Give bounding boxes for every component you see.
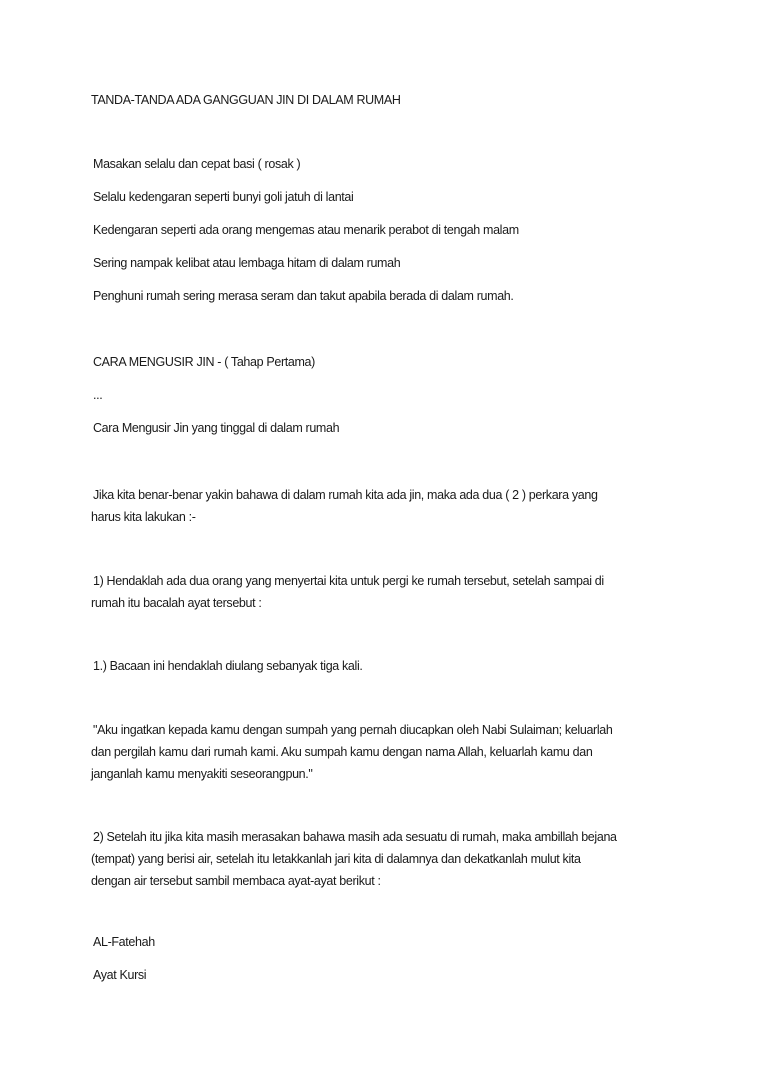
step1-line: 1) Hendaklah ada dua orang yang menyertai kita untuk pergi ke rumah tersebut, setelah sampai di — [93, 574, 604, 588]
sign-item: Penghuni rumah sering merasa seram dan takut apabila berada di dalam rumah. — [93, 289, 514, 303]
ellipsis-text: ... — [93, 388, 103, 402]
step2-paragraph — [91, 826, 691, 892]
sign-item: Kedengaran seperti ada orang mengemas atau menarik perabot di tengah malam — [93, 223, 519, 237]
sign-item: Selalu kedengaran seperti bunyi goli jatuh di lantai — [93, 190, 354, 204]
step2-line: 2) Setelah itu jika kita masih merasakan bahawa masih ada sesuatu di rumah, maka ambillah bejana — [93, 830, 617, 844]
verse-item: AL-Fatehah — [93, 935, 155, 949]
quote-line: dan pergilah kamu dari rumah kami. Aku sumpah kamu dengan nama Allah, keluarlah kamu dan — [91, 745, 593, 759]
sign-item: Sering nampak kelibat atau lembaga hitam di dalam rumah — [93, 256, 401, 270]
intro-line: Jika kita benar-benar yakin bahawa di dalam rumah kita ada jin, maka ada dua ( 2 ) perkara yang — [93, 488, 598, 502]
step2-line: dengan air tersebut sambil membaca ayat-ayat berikut : — [91, 874, 381, 888]
document-title: TANDA-TANDA ADA GANGGUAN JIN DI DALAM RUMAH — [91, 93, 401, 107]
quote-paragraph — [91, 719, 691, 785]
step1-note: 1.) Bacaan ini hendaklah diulang sebanyak tiga kali. — [93, 659, 363, 673]
subheading: Cara Mengusir Jin yang tinggal di dalam rumah — [93, 421, 340, 435]
intro-paragraph — [91, 484, 691, 528]
step2-line: (tempat) yang berisi air, setelah itu letakkanlah jari kita di dalamnya dan dekatkanlah mulut kita — [91, 852, 581, 866]
quote-line: janganlah kamu menyakiti seseorangpun." — [91, 767, 313, 781]
step1-line: rumah itu bacalah ayat tersebut : — [91, 596, 262, 610]
quote-line: "Aku ingatkan kepada kamu dengan sumpah yang pernah diucapkan oleh Nabi Sulaiman; keluarlah — [93, 723, 613, 737]
intro-line: harus kita lakukan :- — [91, 510, 196, 524]
sign-item: Masakan selalu dan cepat basi ( rosak ) — [93, 157, 301, 171]
step1-paragraph — [91, 570, 691, 614]
verse-item: Ayat Kursi — [93, 968, 147, 982]
section-heading: CARA MENGUSIR JIN - ( Tahap Pertama) — [93, 355, 315, 369]
